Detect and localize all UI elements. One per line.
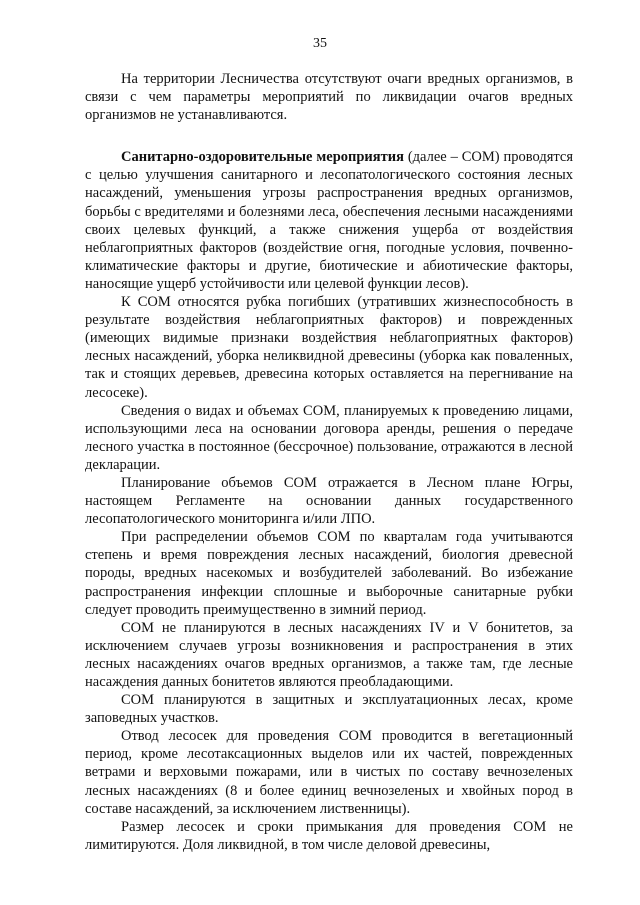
document-body — [85, 70, 573, 854]
paragraph-text: (далее – СОМ) проводятся с целью улучшения санитарного и лесопатологического состояния лесных насаждений, уменьшения угрозы распространения вредных организмов, борьбы с вредителями и болезнями леса, обеспечения лесными насаждениями своих целевых функций, а также снижения ущерба от воздействия неблагоприятных факторов (воздействие огня, погодные условия, почвенно-климатические факторы и другие, биотические и абиотические факторы, наносящие ущерб устойчивости или целевой функции лесов). — [85, 149, 573, 292]
paragraph-text: СОМ не планируются в лесных насаждениях IV и V бонитетов, за исключением случаев угрозы возникновения и распространения в этих лесных насаждениях очагов вредных организмов, а также там, где лесные насаждения данных бонитетов являются преобладающими. — [85, 619, 573, 690]
paragraph-text: К СОМ относятся рубка погибших (утративших жизнеспособность в результате воздействия неблагоприятных факторов) и поврежденных (имеющих видимые признаки воздействия неблагоприятных факторов) лесных насаждений, уборка неликвидной древесины (уборка как поваленных, так и стоящих деревьев, древесина которых оставляется на перегнивание на лесосеке). — [85, 294, 573, 401]
paragraph-som-distribution — [85, 528, 573, 618]
term-bold: Санитарно-оздоровительные мероприятия — [121, 149, 404, 166]
paragraph-no-pest-foci — [85, 70, 573, 124]
paragraph-som-planning — [85, 474, 573, 528]
paragraph-text: Размер лесосек и сроки примыкания для проведения СОМ не лимитируются. Доля ликвидной, в том числе деловой древесины, — [85, 818, 573, 853]
paragraph-som-declaration — [85, 402, 573, 474]
paragraph-som-definition — [85, 148, 573, 293]
paragraph-som-forests — [85, 691, 573, 727]
paragraph-text: Сведения о видах и объемах СОМ, планируемых к проведению лицами, использующими леса на основании договора аренды, решения о передаче лесного участка в постоянное (бессрочное) пользование, отражаются в лесной декларации. — [85, 402, 573, 473]
paragraph-som-bonitet — [85, 619, 573, 691]
paragraph-som-size — [85, 818, 573, 854]
paragraph-som-allotment — [85, 727, 573, 817]
paragraph-text: На территории Лесничества отсутствуют очаги вредных организмов, в связи с чем параметры мероприятий по ликвидации очагов вредных организмов не устанавливаются. — [85, 71, 573, 124]
paragraph-text: Планирование объемов СОМ отражается в Лесном плане Югры, настоящем Регламенте на основании данных государственного лесопатологического мониторинга и/или ЛПО. — [85, 474, 573, 528]
page-number: 35 — [313, 36, 327, 51]
paragraph-text: При распределении объемов СОМ по кварталам года учитываются степень и время повреждения лесных насаждений, биология древесной породы, вредных насекомых и возбудителей заболеваний. Во избежание распространения инфекции сплошные и выборочные санитарные рубки следует проводить преимущественно в зимний период. — [85, 529, 573, 618]
paragraph-text: СОМ планируются в защитных и эксплуатационных лесах, кроме заповедных участков. — [85, 692, 573, 727]
paragraph-text: Отвод лесосек для проведения СОМ проводится в вегетационный период, кроме лесотаксационных выделов или их частей, поврежденных ветрами и верховыми пожарами, или в чистых по составу вечнозеленых лесных насаждениях (8 и более единиц вечнозеленых и хвойных пород в составе насаждений, за исключением лиственницы). — [85, 728, 573, 817]
paragraph-som-includes — [85, 293, 573, 402]
